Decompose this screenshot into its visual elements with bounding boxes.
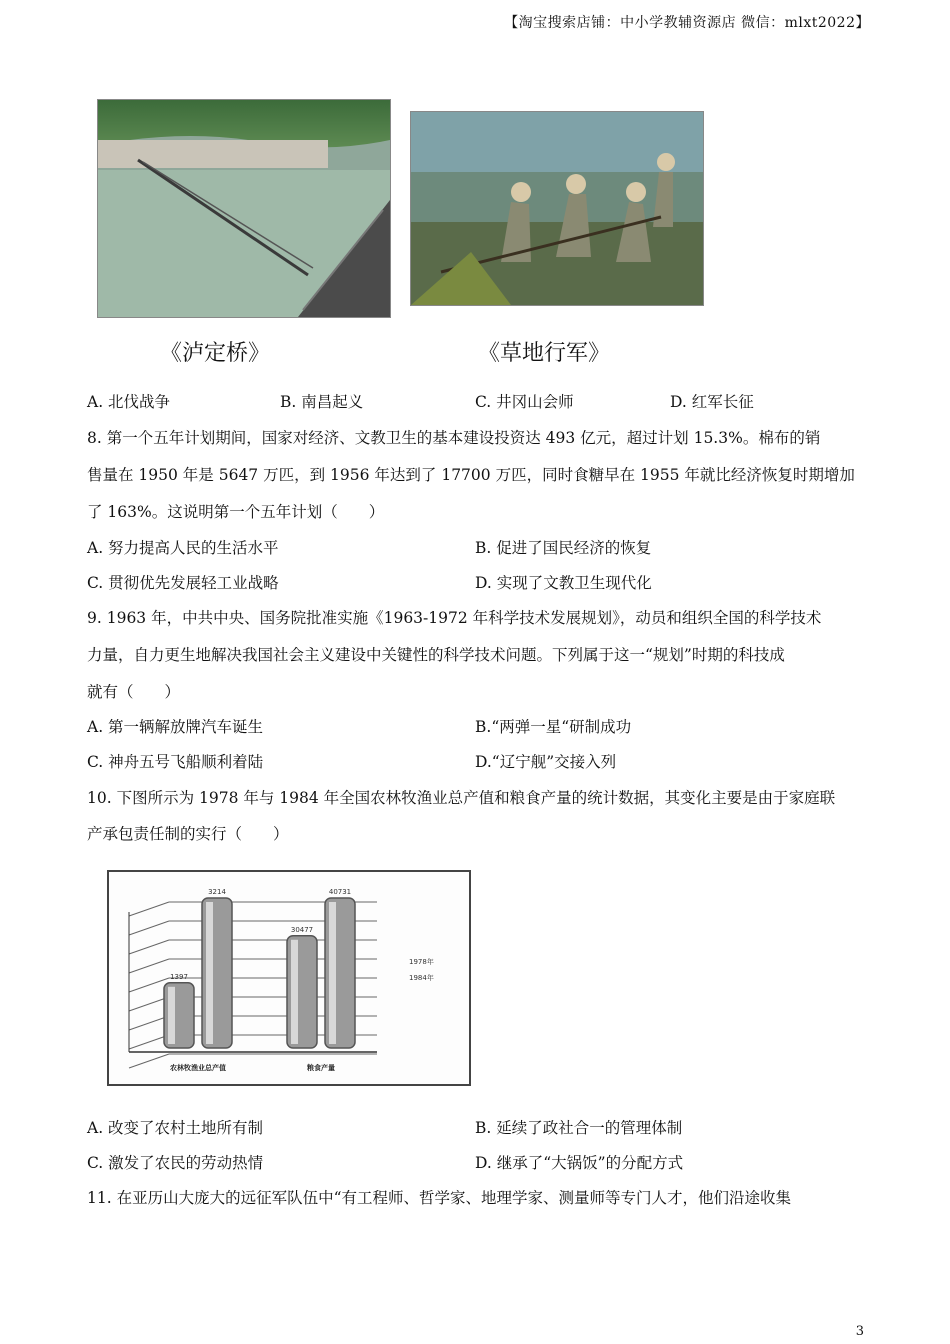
chart-bar-highlight — [329, 902, 336, 1044]
chart-data-label: 30477 — [290, 925, 314, 934]
q9-option-b: B.“两弹一星“研制成功 — [475, 718, 632, 736]
q8-option-a: A. 努力提高人民的生活水平 — [87, 539, 279, 557]
grid-line-side — [129, 921, 169, 935]
q10-option-d: D. 继承了“大锅饭”的分配方式 — [475, 1154, 684, 1172]
chart-data-label: 40731 — [328, 888, 352, 896]
q8-text-line: 了 163%。这说明第一个五年计划（ ） — [87, 503, 385, 521]
q8-option-b: B. 促进了国民经济的恢复 — [475, 539, 652, 557]
q7-option-c: C. 井冈山会师 — [475, 393, 574, 411]
q10-text-line: 产承包责任制的实行（ ） — [87, 825, 289, 843]
chart-bar-highlight — [206, 902, 213, 1044]
q8-text-line: 8. 第一个五年计划期间，国家对经济、文教卫生的基本建设投资达 493 亿元，超过计划 15.3%。棉布的销 — [87, 429, 821, 447]
grassland-march-photo — [410, 111, 704, 306]
grid-line-side — [129, 1054, 169, 1068]
q7-option-b: B. 南昌起义 — [280, 393, 364, 411]
q10-option-c: C. 激发了农民的劳动热情 — [87, 1154, 264, 1172]
q9-text-line: 力量，自力更生地解决我国社会主义建设中关键性的科学技术问题。下列属于这一“规划”时期的科技成 — [87, 646, 785, 664]
chart-bar-highlight — [291, 940, 298, 1044]
grid-line-side — [129, 902, 169, 916]
grid-line-side — [129, 1016, 169, 1030]
q10-option-a: A. 改变了农村土地所有制 — [87, 1119, 264, 1137]
page-number: 3 — [855, 1324, 864, 1339]
luding-bridge-photo — [97, 99, 391, 318]
q9-option-a: A. 第一辆解放牌汽车诞生 — [87, 718, 264, 736]
grid-line-side — [129, 997, 169, 1011]
chart-category-label: 农林牧渔业总产值 — [170, 1064, 226, 1072]
luding-bridge-caption: 《泸定桥》 — [160, 341, 271, 366]
grid-line-side — [129, 959, 169, 973]
chart-data-label: 3214 — [208, 888, 226, 896]
header-note: 【淘宝搜索店铺：中小学教辅资源店 微信：mlxt2022】 — [504, 15, 870, 31]
chart-data-label: 1397 — [170, 972, 188, 981]
q8-option-d: D. 实现了文教卫生现代化 — [475, 574, 652, 592]
grid-line-side — [129, 940, 169, 954]
chart-bar-highlight — [168, 987, 175, 1044]
q10-text-line: 10. 下图所示为 1978 年与 1984 年全国农林牧渔业总产值和粮食产量的统计数据，其变化主要是由于家庭联 — [87, 789, 836, 807]
q9-option-c: C. 神舟五号飞船顺利着陆 — [87, 753, 264, 771]
q10-bar-chart — [107, 870, 471, 1086]
q9-option-d: D.“辽宁舰”交接入列 — [475, 753, 617, 771]
grassland-march-caption: 《草地行军》 — [478, 341, 611, 366]
chart-legend-entry: 1978年 — [409, 958, 434, 966]
q8-text-line: 售量在 1950 年是 5647 万匹，到 1956 年达到了 17700 万匹，同时食糖早在 1955 年就比经济恢复时期增加 — [87, 466, 855, 484]
q7-option-d: D. 红军长征 — [670, 393, 754, 411]
q11-text-line: 11. 在亚历山大庞大的远征军队伍中“有工程师、哲学家、地理学家、测量师等专门人才，他们沿途收集 — [87, 1189, 792, 1207]
q9-text-line: 9. 1963 年，中共中央、国务院批准实施《1963-1972 年科学技术发展规划》，动员和组织全国的科学技术 — [87, 609, 822, 627]
q10-chart-svg — [109, 872, 469, 1084]
chart-legend-entry: 1984年 — [409, 974, 434, 982]
q10-option-b: B. 延续了政社合一的管理体制 — [475, 1119, 683, 1137]
grid-line-side — [129, 1035, 169, 1049]
chart-category-label: 粮食产量 — [307, 1064, 335, 1072]
q8-option-c: C. 贯彻优先发展轻工业战略 — [87, 574, 279, 592]
grid-line-side — [129, 978, 169, 992]
q7-option-a: A. 北伐战争 — [87, 393, 171, 411]
q9-text-line: 就有（ ） — [87, 683, 181, 701]
